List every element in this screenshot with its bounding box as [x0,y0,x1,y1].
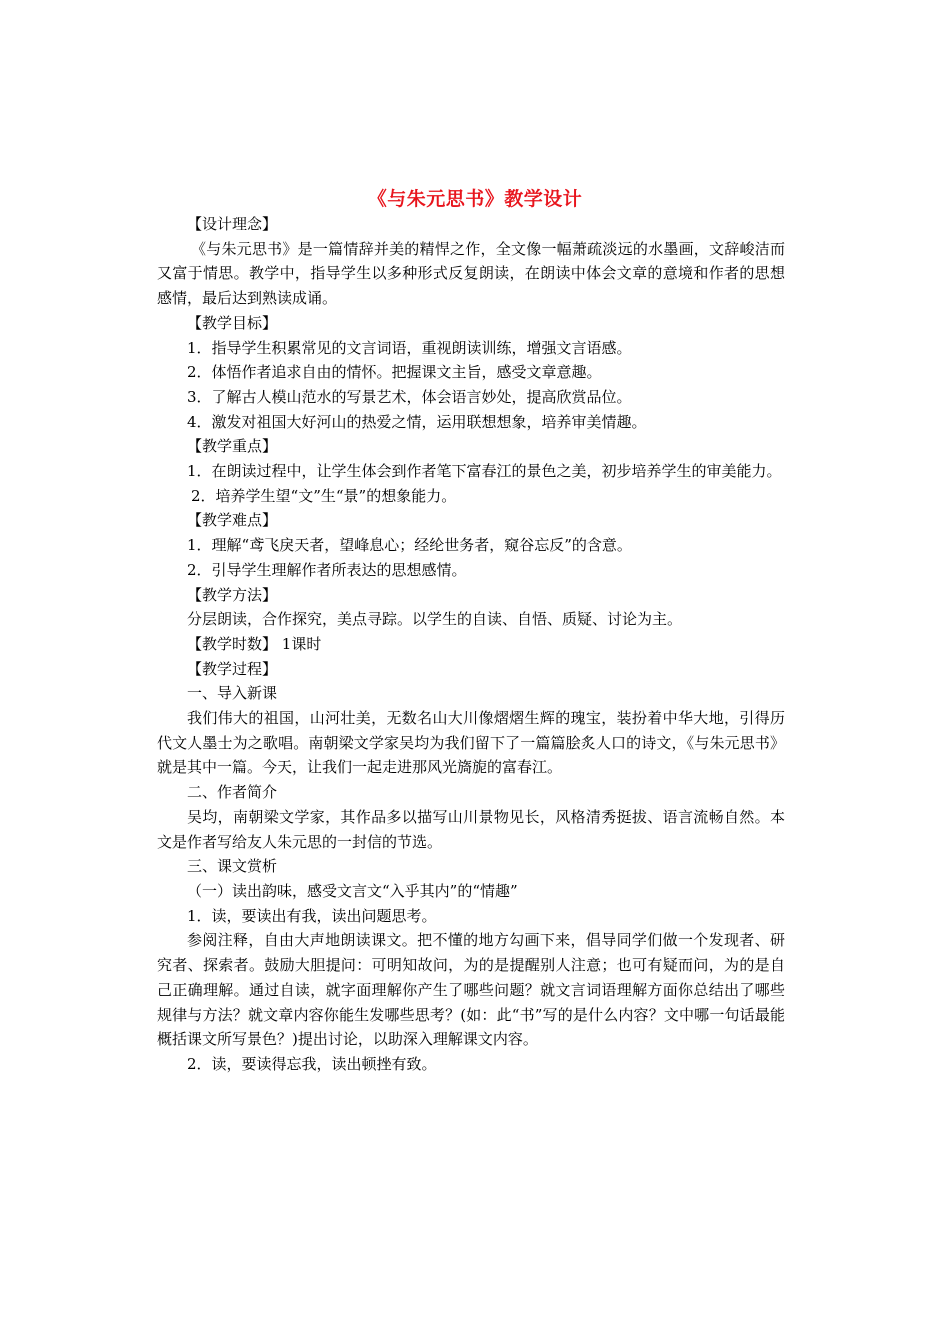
section-heading-key-points: 【教学重点】 [187,437,278,456]
intro-heading: 一、导入新课 [187,684,278,703]
section-hours [157,632,785,657]
reading-step-1: 1．读，要读出有我，读出问题思考。 [187,906,437,925]
section-heading-difficulties: 【教学难点】 [187,511,278,530]
goal-item-4: 4．激发对祖国大好河山的热爱之情，运用联想想象，培养审美情趣。 [187,412,647,431]
section-heading-hours: 【教学时数】 [187,634,278,653]
key-point-item-2: 2．培养学生望“文”生“景”的想象能力。 [191,486,457,505]
section-heading-methods: 【教学方法】 [187,585,278,604]
section-heading-design-concept: 【设计理念】 [187,215,278,233]
intro-paragraph: 我们伟大的祖国，山河壮美，无数名山大川像熠熠生辉的瑰宝，装扮着中华大地，引得历代文人墨士为之歌唱。南朝梁文学家吴均为我们留下了一篇篇脍炙人口的诗文，《与朱元思书》就是其中一篇。今天，让我们一起走进那风光旖旎的富春江。 [157,709,785,777]
author-paragraph: 吴均，南朝梁文学家，其作品多以描写山川景物见长，风格清秀挺拔、语言流畅自然。本文是作者写给友人朱元思的一封信的节选。 [157,807,785,851]
goal-item-1: 1．指导学生积累常见的文言词语，重视朗读训练，增强文言语感。 [187,338,632,357]
document-title: 《与朱元思书》教学设计 [367,188,583,210]
analysis-heading: 三、课文赏析 [187,857,278,876]
goal-item-3: 3．了解古人模山范水的写景艺术，体会语言妙处，提高欣赏品位。 [187,387,632,406]
analysis-subheading-1: （一）读出韵味，感受文言文“入乎其内”的“情趣” [187,881,518,900]
reading-step-2: 2．读，要读得忘我，读出顿挫有致。 [187,1054,437,1073]
difficulty-item-2: 2．引导学生理解作者所表达的思想感情。 [187,560,467,579]
document-body [157,212,785,1077]
goal-item-2: 2．体悟作者追求自由的情怀。把握课文主旨，感受文章意趣。 [187,363,602,382]
design-concept-paragraph: 《与朱元思书》是一篇情辞并美的精悍之作，全文像一幅萧疏淡远的水墨画，文辞峻洁而又富于情思。教学中，指导学生以多种形式反复朗读，在朗读中体会文章的意境和作者的思想感情，最后达到熟读成诵。 [157,239,785,308]
difficulty-item-1: 1．理解“鸢飞戾天者，望峰息心；经纶世务者，窥谷忘反”的含意。 [187,536,632,555]
reading-step-1-paragraph: 参阅注释，自由大声地朗读课文。把不懂的地方勾画下来，倡导同学们做一个发现者、研究者、探索者。鼓励大胆提问：可明知故问，为的是提醒别人注意；也可有疑而问，为的是自己正确理解。通过自读，就字面理解你产生了哪些问题？就文言词语理解方面你总结出了哪些规律与方法？就文章内容你能生发哪些思考？(如：此“书”写的是什么内容？文中哪一句话最能概括课文所写景色？)提出讨论，以助深入理解课文内容。 [157,931,785,1049]
key-point-item-1: 1．在朗读过程中，让学生体会到作者笔下富春江的景色之美，初步培养学生的审美能力。 [187,462,782,481]
section-heading-goals: 【教学目标】 [187,313,278,332]
hours-value: 1课时 [277,634,322,653]
methods-paragraph: 分层朗读，合作探究，美点寻踪。以学生的自读、自悟、质疑、讨论为主。 [187,610,683,629]
author-heading: 二、作者简介 [187,783,278,802]
section-heading-process: 【教学过程】 [187,659,278,678]
